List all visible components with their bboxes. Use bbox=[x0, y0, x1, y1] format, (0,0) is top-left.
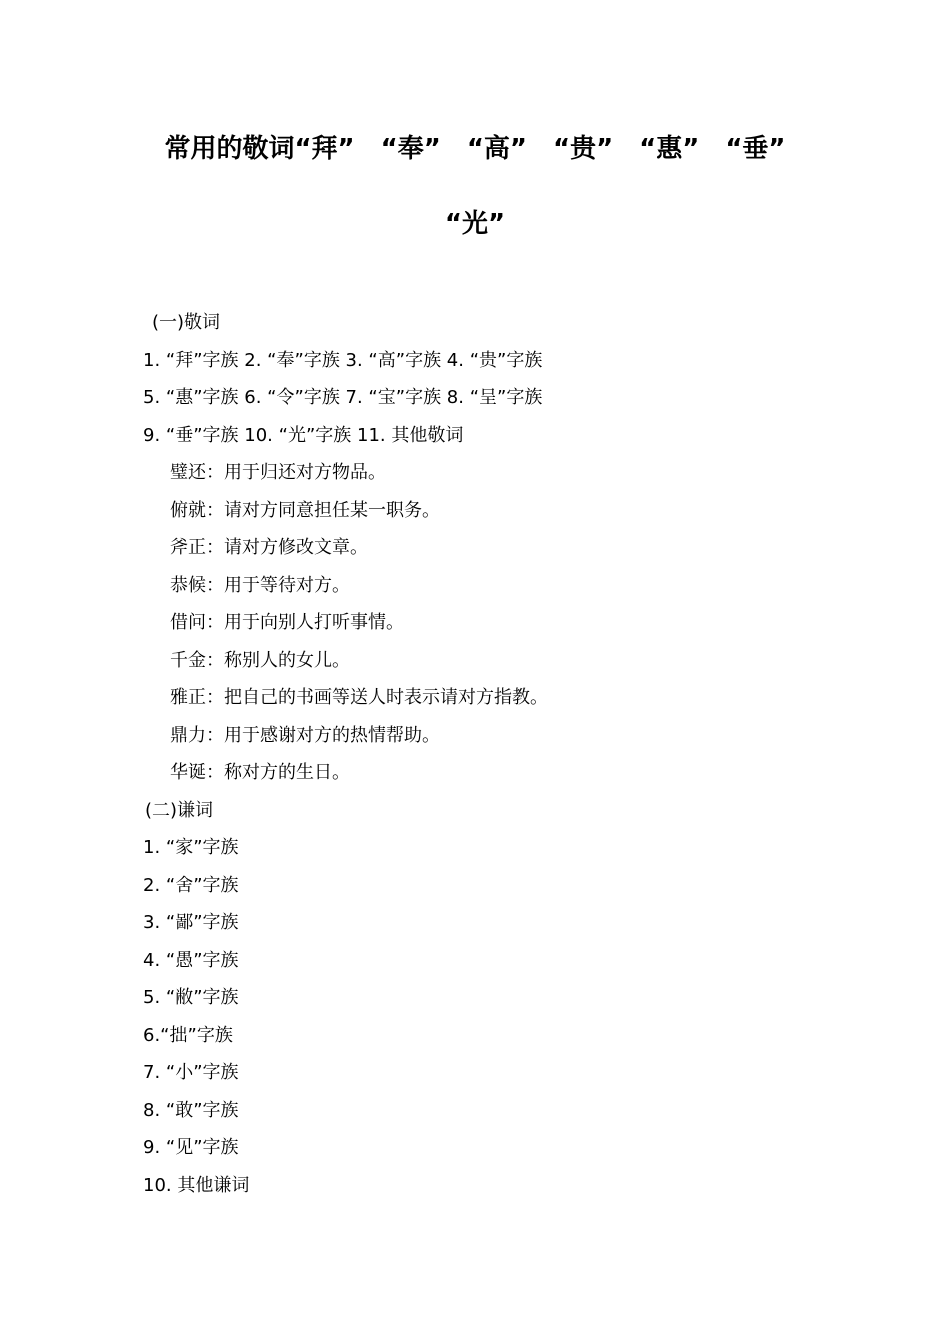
respectful-group-line-2: 5. “惠”字族 6. “令”字族 7. “宝”字族 8. “呈”字族 bbox=[143, 387, 543, 408]
respectful-term: 雅正：把自己的书画等送人时表示请对方指教。 bbox=[170, 687, 548, 708]
section-heading-respectful: (一)敬词 bbox=[152, 312, 221, 333]
document-title-line-1: 常用的敬词“拜” “奉” “高” “贵” “惠” “垂” bbox=[164, 134, 786, 164]
respectful-term: 鼎力：用于感谢对方的热情帮助。 bbox=[170, 724, 440, 746]
respectful-term: 恭候：用于等待对方。 bbox=[170, 574, 350, 596]
humble-item: 2. “舍”字族 bbox=[143, 874, 239, 896]
humble-item: 1. “家”字族 bbox=[143, 837, 239, 858]
section-heading-humble: (二)谦词 bbox=[145, 799, 214, 821]
humble-item: 5. “敝”字族 bbox=[143, 987, 239, 1008]
humble-item: 9. “见”字族 bbox=[143, 1137, 239, 1158]
respectful-term: 俯就：请对方同意担任某一职务。 bbox=[170, 499, 440, 521]
humble-item: 8. “敢”字族 bbox=[143, 1099, 239, 1121]
respectful-group-line-3: 9. “垂”字族 10. “光”字族 11. 其他敬词 bbox=[143, 424, 464, 446]
respectful-term: 借问：用于向别人打听事情。 bbox=[170, 612, 404, 633]
document-body bbox=[143, 308, 863, 1208]
humble-item: 3. “鄙”字族 bbox=[143, 912, 239, 933]
respectful-term: 斧正：请对方修改文章。 bbox=[170, 537, 368, 558]
respectful-term: 华诞：称对方的生日。 bbox=[170, 762, 350, 783]
humble-item: 6.“拙”字族 bbox=[143, 1024, 233, 1046]
document-title-line-2: “光” bbox=[444, 209, 506, 239]
respectful-term: 千金：称别人的女儿。 bbox=[170, 649, 350, 671]
humble-item: 4. “愚”字族 bbox=[143, 949, 239, 971]
humble-item: 10. 其他谦词 bbox=[143, 1174, 250, 1196]
respectful-term: 璧还：用于归还对方物品。 bbox=[170, 462, 386, 483]
humble-item: 7. “小”字族 bbox=[143, 1062, 239, 1083]
respectful-group-line-1: 1. “拜”字族 2. “奉”字族 3. “高”字族 4. “贵”字族 bbox=[143, 349, 543, 371]
